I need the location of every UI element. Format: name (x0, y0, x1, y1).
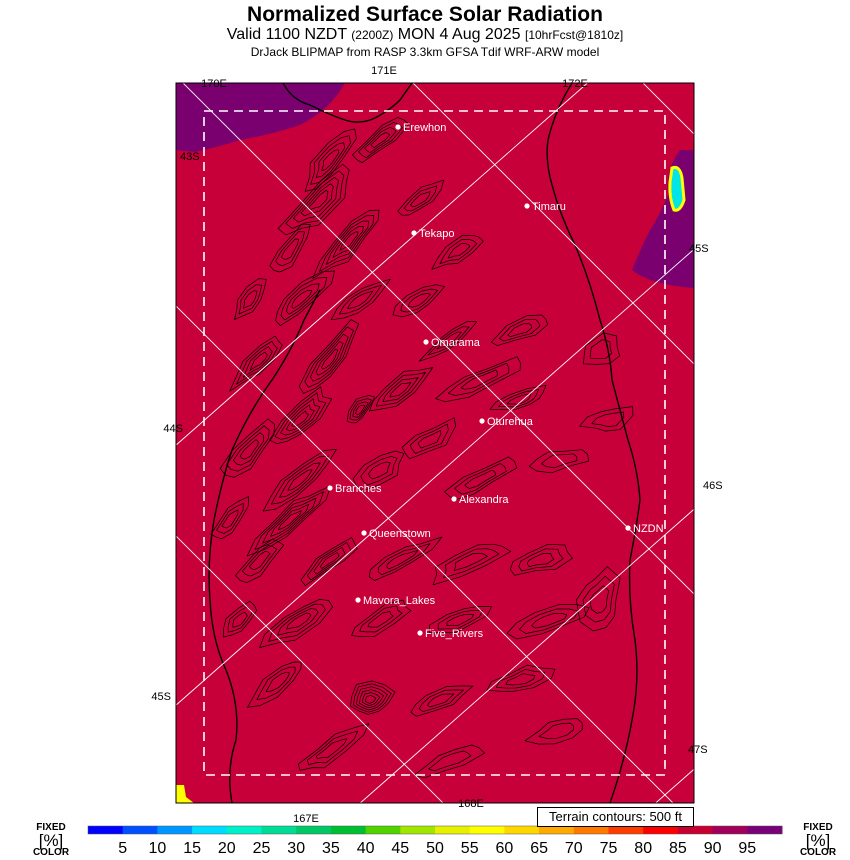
legend-swatch (713, 826, 748, 834)
valid-utc: (2200Z) (351, 28, 394, 42)
legend-tick: 75 (599, 840, 618, 857)
lon-label: 172E (562, 78, 588, 90)
legend-swatch (192, 826, 227, 834)
legend-swatch (678, 826, 713, 834)
legend-label-right: FIXED [%] COLOR (799, 822, 837, 858)
legend-swatch (504, 826, 539, 834)
legend-swatch (296, 826, 331, 834)
legend-swatch (123, 826, 158, 834)
location-label: Alexandra (459, 494, 509, 506)
lat-label: 45S (689, 243, 709, 255)
legend-swatch (539, 826, 574, 834)
legend-label-left: FIXED [%] COLOR (32, 822, 70, 858)
legend-swatch (157, 826, 192, 834)
valid-date: MON 4 Aug 2025 (397, 26, 521, 43)
location-oturehua (479, 416, 533, 428)
legend-tick: 50 (426, 840, 444, 857)
legend-tick: 5 (118, 840, 128, 857)
location-queenstown (361, 528, 430, 540)
location-label: Oturehua (487, 416, 533, 428)
legend-swatch (88, 826, 123, 834)
cyan-patch (670, 167, 684, 210)
location-branches (327, 483, 382, 495)
location-dot (423, 339, 428, 344)
legend-swatch (227, 826, 262, 834)
location-dot (524, 203, 529, 208)
legend-tick: 55 (460, 840, 479, 857)
lat-label: 45S (151, 691, 171, 703)
legend-tick: 95 (738, 840, 757, 857)
location-label: Queenstown (369, 528, 431, 540)
location-label: NZDN (633, 523, 664, 535)
location-label: Tekapo (419, 228, 455, 240)
legend-tick: 85 (669, 840, 687, 857)
legend-swatch (747, 826, 782, 834)
legend-swatch (470, 826, 505, 834)
legend-tick: 80 (634, 840, 653, 857)
forecast-info: [10hrFcst@1810z] (524, 28, 624, 42)
legend-tick: 30 (287, 840, 306, 857)
lon-label: 167E (293, 813, 319, 825)
location-omarama (423, 337, 480, 349)
legend-tick: 70 (564, 840, 583, 857)
location-label: Branches (335, 483, 382, 495)
lat-label: 44S (163, 423, 183, 435)
legend-tick: 40 (356, 840, 375, 857)
location-dot (411, 230, 416, 235)
legend-tick: 20 (217, 840, 236, 857)
location-dot (625, 525, 630, 530)
lon-label: 168E (458, 798, 484, 810)
legend-swatch (643, 826, 678, 834)
lat-label: 46S (703, 480, 723, 492)
lat-label: 43S (180, 151, 200, 163)
legend-swatch (400, 826, 435, 834)
legend-swatch (435, 826, 470, 834)
legend-tick: 90 (703, 840, 722, 857)
valid-prefix: Valid 1100 NZDT (226, 26, 347, 43)
legend-tick: 15 (183, 840, 201, 857)
location-label: Mavora_Lakes (363, 595, 436, 607)
lon-label: 170E (201, 78, 227, 90)
lon-label: 171E (371, 65, 397, 77)
location-label: Timaru (532, 201, 566, 213)
terrain-contour-note: Terrain contours: 500 ft (537, 807, 694, 827)
legend-swatch (574, 826, 609, 834)
location-label: Erewhon (403, 122, 447, 134)
legend-tick: 35 (322, 840, 340, 857)
location-dot (417, 630, 422, 635)
lat-label: 47S (688, 744, 708, 756)
color-legend (88, 826, 783, 857)
legend-swatch (609, 826, 644, 834)
location-label: Five_Rivers (425, 628, 484, 640)
location-dot (355, 597, 360, 602)
location-dot (361, 530, 366, 535)
location-dot (479, 418, 484, 423)
location-dot (395, 124, 400, 129)
legend-swatch (366, 826, 401, 834)
legend-tick: 25 (252, 840, 271, 857)
location-five-rivers (417, 628, 483, 640)
legend-swatch (262, 826, 297, 834)
model-source: DrJack BLIPMAP from RASP 3.3km GFSA Tdif WRF-ARW model (250, 45, 600, 59)
legend-tick: 60 (495, 840, 514, 857)
location-erewhon (395, 122, 446, 134)
location-label: Omarama (431, 337, 480, 349)
legend-tick: 65 (530, 840, 548, 857)
location-dot (327, 485, 332, 490)
location-mavora-lakes (355, 595, 435, 607)
legend-tick: 10 (148, 840, 167, 857)
location-alexandra (451, 494, 509, 506)
legend-swatch (331, 826, 366, 834)
map-title: Normalized Surface Solar Radiation (247, 3, 603, 26)
location-dot (451, 496, 456, 501)
legend-tick: 45 (391, 840, 410, 857)
